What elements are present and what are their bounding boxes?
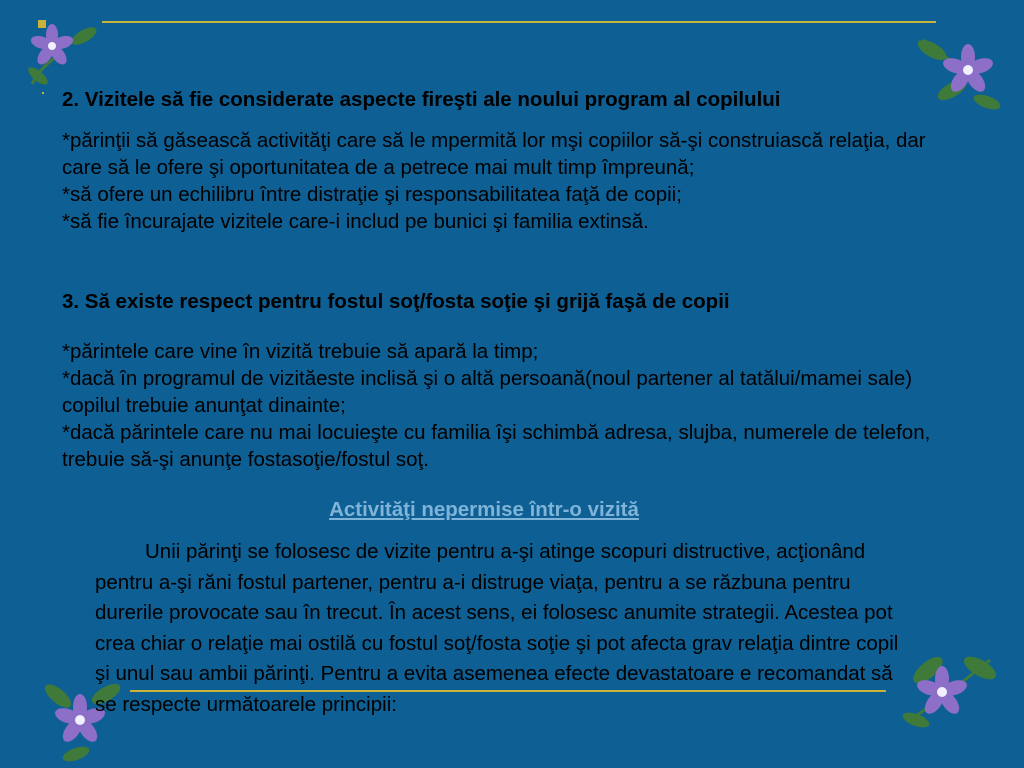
heading-visits-program: 2. Vizitele să fie considerate aspecte fireşti ale noului program al copilului [62,88,781,111]
periwinkle-flower-icon [22,14,102,94]
paragraph-parent-obligations: *părintele care vine în vizită trebuie să apară la timp; *dacă în programul de vizităeste inclisă şi o altă persoană(noul partener al tatălui/mamei sale) copilul trebuie anunţat dinainte; *dacă părintele care nu mai locuieşte cu familia îşi schimbă adresa, slujba, numerele de telefon, trebuie să-şi anunţe fostasoţie/fostul soţ. [62,340,931,471]
heading-respect: 3. Să existe respect pentru fostul soţ/fosta soţie şi grijă faşă de copii [62,290,730,313]
periwinkle-flower-icon [900,640,1010,740]
paragraph-visit-recommendations: *părinţii să găsească activităţi care să le mpermită lor mşi copiilor să-şi construiască relaţia, dar care să le ofere şi oportunitatea de a petrece mai mult timp împreună; *să ofere un echilibru între distraţie şi responsabilitatea faţă de copii; *să fie încurajate vizitele care-i includ pe bunici şi familia extinsă. [62,129,926,233]
top-divider [102,21,936,23]
section-title-link[interactable]: Activităţi nepermise într-o vizită [329,498,639,521]
paragraph-destructive-visits: Unii părinţi se folosesc de vizite pentru a-şi atinge scopuri distructive, acţionând pentru a-şi răni fostul partener, pentru a-i distruge viaţa, pentru a se răzbuna pentru durerile provocate sau în trecut. În acest sens, ei folosesc anumite strategii. Acestea pot crea chiar o relaţie mai ostilă cu fostul soţ/fosta soţie şi pot afecta grav relaţia dintre copil şi unul sau ambii părinţi. Pentru a evita asemenea efecte devastatoare e recomandat să se respecte următoarele principii: [95,540,899,716]
